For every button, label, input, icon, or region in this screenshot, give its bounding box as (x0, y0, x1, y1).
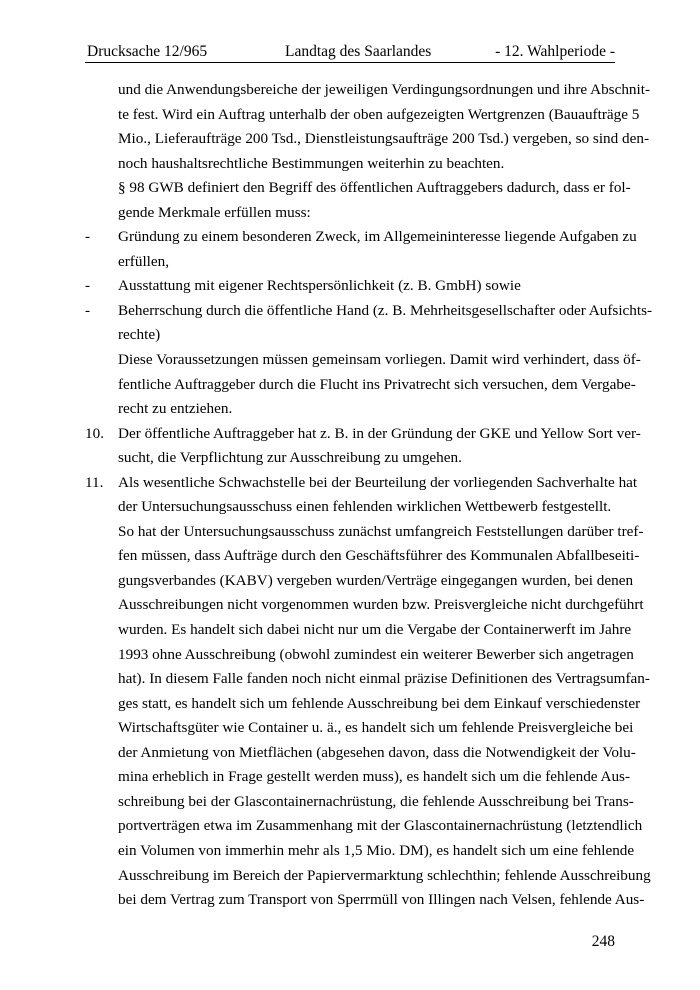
header-parliament-name: Landtag des Saarlandes (285, 43, 432, 60)
line-text: gende Merkmale erfüllen muss: (118, 203, 311, 221)
line-text: mina erheblich in Frage gestellt werden muss), es handelt sich um die fehlende Aus- (118, 768, 631, 786)
text-line (85, 373, 636, 398)
line-text: fen müssen, dass Aufträge durch den Geschäftsführer des Kommunalen Abfallbeseiti- (118, 547, 640, 565)
line-text: noch haushaltsrechtliche Bestimmungen weiterhin zu beachten. (118, 154, 505, 172)
text-line (85, 299, 653, 324)
text-line (85, 495, 615, 520)
text-line (85, 765, 631, 790)
line-text: der Untersuchungsausschuss einen fehlenden wirklichen Wettbewerb festgestellt. (118, 498, 612, 516)
line-text: portverträgen etwa im Zusammenhang mit der Glascontainernachrüstung (letztendlich (118, 817, 643, 835)
text-line (85, 544, 640, 569)
line-text: § 98 GWB definiert den Begriff des öffentlichen Auftraggebers dadurch, dass er fol- (118, 179, 631, 197)
text-line (85, 274, 615, 299)
line-text: sucht, die Verpflichtung zur Ausschreibung zu umgehen. (118, 449, 462, 467)
list-marker: 11. (85, 473, 104, 491)
line-text: Diese Voraussetzungen müssen gemeinsam vorliegen. Damit wird verhindert, dass öf- (118, 351, 641, 369)
line-text: Beherrschung durch die öffentliche Hand (z. B. Mehrheitsgesellschafter oder Aufsichts- (118, 301, 653, 319)
line-text: gungsverbandes (KABV) vergeben wurden/Verträge eingegangen wurden, bei denen (118, 571, 634, 589)
line-text: bei dem Vertrag zum Transport von Sperrmüll von Illingen nach Velsen, fehlende Aus- (118, 891, 645, 909)
text-line (85, 643, 634, 668)
line-text: der Anmietung von Mietflächen (abgesehen davon, dass die Notwendigkeit der Volu- (118, 743, 636, 761)
header-document-number: Drucksache 12/965 (87, 43, 208, 60)
line-text: ein Volumen von immerhin mehr als 1,5 Mio. DM), es handelt sich um eine fehlende (118, 841, 635, 859)
text-line (85, 225, 637, 250)
line-text: Gründung zu einem besonderen Zweck, im Allgemeininteresse liegende Aufgaben zu (118, 228, 637, 246)
header-legislative-period: - 12. Wahlperiode - (495, 43, 615, 60)
list-marker: - (85, 301, 91, 319)
text-line (85, 692, 641, 717)
text-line (85, 323, 615, 348)
text-line (85, 250, 615, 275)
text-line (85, 667, 650, 692)
list-marker: 10. (85, 424, 104, 442)
text-line (85, 176, 631, 201)
text-line (85, 569, 634, 594)
list-marker: - (85, 228, 91, 246)
line-text: Der öffentliche Auftraggeber hat z. B. in der Gründung der GKE und Yellow Sort ver- (118, 424, 641, 442)
line-text: wurden. Es handelt sich dabei nicht nur um die Vergabe der Containerwerft im Jahre (118, 621, 632, 639)
line-text: te fest. Wird ein Auftrag unterhalb der oben aufgezeigten Wertgrenzen (Bauaufträge 5 (118, 105, 640, 123)
line-text: schreibung bei der Glascontainernachrüstung, die fehlende Ausschreibung bei Trans- (118, 792, 634, 810)
line-text: hat). In diesem Falle fanden noch nicht einmal präzise Definitionen des Vertragsumfan- (118, 670, 650, 688)
line-text: Als wesentliche Schwachstelle bei der Beurteilung der vorliegenden Sachverhalte hat (118, 473, 638, 491)
list-marker: - (85, 277, 91, 295)
line-text: Ausschreibung im Bereich der Papiervermarktung schlechthin; fehlende Ausschreibung (118, 866, 651, 884)
text-line (85, 741, 636, 766)
page-header (85, 42, 615, 63)
text-line (85, 864, 651, 889)
text-line (85, 446, 615, 471)
text-line (85, 814, 643, 839)
document-body (85, 78, 653, 913)
line-text: 1993 ohne Ausschreibung (obwohl zumindest ein weiterer Bewerber sich angetragen (118, 645, 634, 663)
text-line (85, 152, 615, 177)
text-line (85, 201, 615, 226)
line-text: So hat der Untersuchungsausschuss zunächst umfangreich Feststellungen darüber tref- (118, 522, 644, 540)
line-text: Mio., Lieferaufträge 200 Tsd., Dienstleistungsaufträge 200 Tsd.) vergeben, so sind den- (118, 130, 650, 148)
line-text: ges statt, es handelt sich um fehlende Ausschreibung bei dem Einkauf verschiedenster (118, 694, 641, 712)
text-line (85, 103, 640, 128)
line-text: fentliche Auftraggeber durch die Flucht ins Privatrecht sich versuchen, dem Vergabe- (118, 375, 636, 393)
text-line (85, 593, 644, 618)
text-line (85, 520, 644, 545)
line-text: rechte) (118, 326, 161, 344)
text-line (85, 716, 634, 741)
text-line (85, 839, 635, 864)
text-line (85, 618, 632, 643)
line-text: Ausschreibungen nicht vorgenommen wurden bzw. Preisvergleiche nicht durchgeführt (118, 596, 644, 614)
text-line (85, 471, 638, 496)
text-line (85, 127, 650, 152)
text-line (85, 422, 641, 447)
page-number: 248 (591, 933, 615, 950)
line-text: recht zu entziehen. (118, 400, 233, 418)
text-line (85, 78, 651, 103)
text-line (85, 397, 615, 422)
text-line (85, 790, 634, 815)
line-text: Wirtschaftsgüter wie Container u. ä., es handelt sich um fehlende Preisvergleiche bei (118, 719, 634, 737)
line-text: erfüllen, (118, 252, 170, 270)
text-line (85, 348, 641, 373)
line-text: und die Anwendungsbereiche der jeweiligen Verdingungsordnungen und ihre Abschnit- (118, 81, 651, 98)
text-line (85, 888, 645, 913)
line-text: Ausstattung mit eigener Rechtspersönlichkeit (z. B. GmbH) sowie (118, 277, 521, 295)
